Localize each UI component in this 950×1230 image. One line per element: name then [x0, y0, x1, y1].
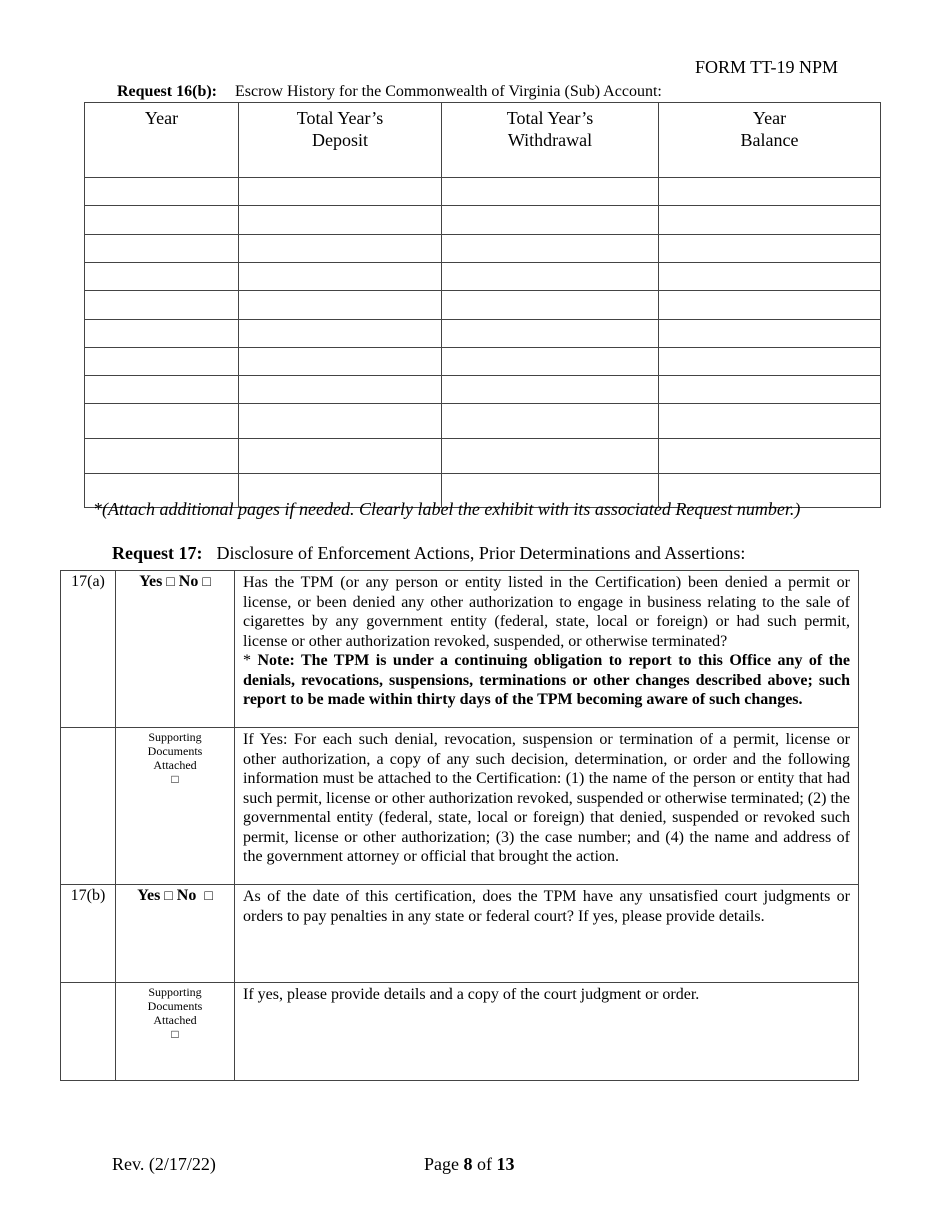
escrow-cell-withdrawal[interactable] — [442, 439, 659, 474]
escrow-cell-year[interactable] — [85, 320, 239, 348]
column-header-withdrawal: Total Year’s Withdrawal — [442, 103, 659, 178]
question-text — [235, 571, 859, 728]
yes-no-options — [116, 885, 235, 983]
item-id: 17(a) — [61, 571, 116, 728]
escrow-cell-balance[interactable] — [659, 404, 881, 439]
yes-checkbox[interactable]: □ — [164, 889, 173, 904]
empty-cell — [61, 983, 116, 1081]
attach-pages-note: *(Attach additional pages if needed. Clearly label the exhibit with its associated Request number.) — [93, 499, 801, 519]
page-of: of — [477, 1154, 492, 1174]
escrow-cell-balance[interactable] — [659, 291, 881, 320]
table-row — [85, 235, 881, 263]
escrow-cell-year[interactable] — [85, 291, 239, 320]
escrow-cell-deposit[interactable] — [239, 263, 442, 291]
question-17b: As of the date of this certification, does the TPM have any unsatisfied court judgments or orders to pay penalties in any state or federal court? If yes, please provide details. — [235, 885, 859, 983]
escrow-cell-deposit[interactable] — [239, 206, 442, 235]
table-row — [85, 439, 881, 474]
yes-checkbox[interactable]: □ — [166, 575, 175, 590]
escrow-cell-year[interactable] — [85, 439, 239, 474]
escrow-history-table — [84, 102, 881, 508]
escrow-cell-deposit[interactable] — [239, 348, 442, 376]
escrow-cell-withdrawal[interactable] — [442, 404, 659, 439]
table-row — [85, 178, 881, 206]
escrow-cell-balance[interactable] — [659, 439, 881, 474]
request-16b-title: Escrow History for the Commonwealth of Virginia (Sub) Account: — [235, 83, 662, 100]
column-header-deposit: Total Year’s Deposit — [239, 103, 442, 178]
request-16b-heading — [117, 83, 662, 101]
no-label: No — [176, 887, 197, 904]
escrow-cell-year[interactable] — [85, 206, 239, 235]
supporting-docs-label: Supporting Documents Attached — [147, 985, 203, 1027]
item-id: 17(b) — [61, 885, 116, 983]
question-17a: Has the TPM (or any person or entity listed in the Certification) been denied a permit or license, or been denied any other authorization to engage in business relating to the sale of cigarettes by any government entity (federal, state, local or foreign) or had such permit, license or other authorization revoked, suspended, or otherwise terminated? — [243, 574, 850, 650]
escrow-cell-withdrawal[interactable] — [442, 320, 659, 348]
table-row — [85, 263, 881, 291]
escrow-cell-withdrawal[interactable] — [442, 206, 659, 235]
disclosure-table — [60, 570, 859, 1081]
empty-cell — [61, 728, 116, 885]
escrow-cell-withdrawal[interactable] — [442, 235, 659, 263]
note-asterisk: * — [243, 652, 258, 669]
escrow-cell-balance[interactable] — [659, 320, 881, 348]
supporting-docs-label: Supporting Documents Attached — [147, 730, 203, 772]
supporting-docs-cell — [116, 983, 235, 1081]
yes-no-options — [116, 571, 235, 728]
page-current: 8 — [463, 1154, 473, 1174]
escrow-cell-withdrawal[interactable] — [442, 178, 659, 206]
table-row — [61, 728, 859, 885]
no-label: No — [178, 573, 199, 590]
table-row — [85, 320, 881, 348]
column-header-balance: Year Balance — [659, 103, 881, 178]
no-checkbox[interactable]: □ — [204, 889, 213, 904]
escrow-cell-balance[interactable] — [659, 206, 881, 235]
supporting-docs-cell — [116, 728, 235, 885]
escrow-cell-deposit[interactable] — [239, 178, 442, 206]
page-total: 13 — [496, 1154, 515, 1174]
table-row — [85, 206, 881, 235]
table-row — [61, 885, 859, 983]
escrow-cell-balance[interactable] — [659, 348, 881, 376]
table-row — [85, 376, 881, 404]
escrow-cell-balance[interactable] — [659, 376, 881, 404]
supporting-text: If Yes: For each such denial, revocation, suspension or termination of a permit, license or other authorization, a copy of any such decision, determination, or order and the following information must be attached to the Certification: (1) the name of the person or entity that had such permit, license or other authorization revoked, suspended or otherwise terminated; (2) the governmental entity (federal, state, local or foreign) that denied, suspended or revoked such permit, license or other authorization; (3) the case number; and (4) the name and address of the government attorney or official that brought the action. — [235, 728, 859, 885]
no-checkbox[interactable]: □ — [202, 575, 211, 590]
request-16b-label: Request 16(b): — [117, 83, 217, 100]
escrow-cell-withdrawal[interactable] — [442, 348, 659, 376]
escrow-cell-withdrawal[interactable] — [442, 376, 659, 404]
table-row — [85, 404, 881, 439]
escrow-cell-withdrawal[interactable] — [442, 263, 659, 291]
supporting-docs-checkbox[interactable]: □ — [171, 772, 179, 786]
escrow-cell-deposit[interactable] — [239, 291, 442, 320]
escrow-cell-deposit[interactable] — [239, 376, 442, 404]
supporting-text: If yes, please provide details and a copy of the court judgment or order. — [235, 983, 859, 1081]
request-17-label: Request 17: — [112, 543, 203, 563]
escrow-cell-deposit[interactable] — [239, 439, 442, 474]
table-row — [85, 348, 881, 376]
page-prefix: Page — [424, 1154, 459, 1174]
page-number — [424, 1154, 515, 1175]
escrow-header-row — [85, 103, 881, 178]
supporting-docs-checkbox[interactable]: □ — [171, 1027, 179, 1041]
revision-date: Rev. (2/17/22) — [112, 1154, 216, 1174]
escrow-cell-year[interactable] — [85, 235, 239, 263]
table-row — [85, 291, 881, 320]
escrow-cell-year[interactable] — [85, 263, 239, 291]
form-id: FORM TT-19 NPM — [694, 57, 838, 77]
escrow-cell-year[interactable] — [85, 348, 239, 376]
escrow-cell-deposit[interactable] — [239, 404, 442, 439]
yes-label: Yes — [137, 887, 161, 904]
escrow-cell-balance[interactable] — [659, 235, 881, 263]
continuing-obligation-note: Note: The TPM is under a continuing obligation to report to this Office any of the denials, revocations, suspensions, terminations or other changes described above; such report to be made within thirty days of the TPM becoming aware of such changes. — [243, 652, 851, 708]
escrow-cell-balance[interactable] — [659, 263, 881, 291]
yes-label: Yes — [139, 573, 163, 590]
request-17-heading — [112, 543, 745, 564]
table-row — [61, 571, 859, 728]
request-17-title: Disclosure of Enforcement Actions, Prior Determinations and Assertions: — [216, 543, 746, 563]
escrow-cell-balance[interactable] — [659, 178, 881, 206]
escrow-cell-withdrawal[interactable] — [442, 291, 659, 320]
table-row — [61, 983, 859, 1081]
escrow-cell-year[interactable] — [85, 404, 239, 439]
escrow-cell-year[interactable] — [85, 376, 239, 404]
column-header-year: Year — [85, 103, 239, 178]
escrow-cell-year[interactable] — [85, 178, 239, 206]
escrow-cell-deposit[interactable] — [239, 320, 442, 348]
escrow-cell-deposit[interactable] — [239, 235, 442, 263]
